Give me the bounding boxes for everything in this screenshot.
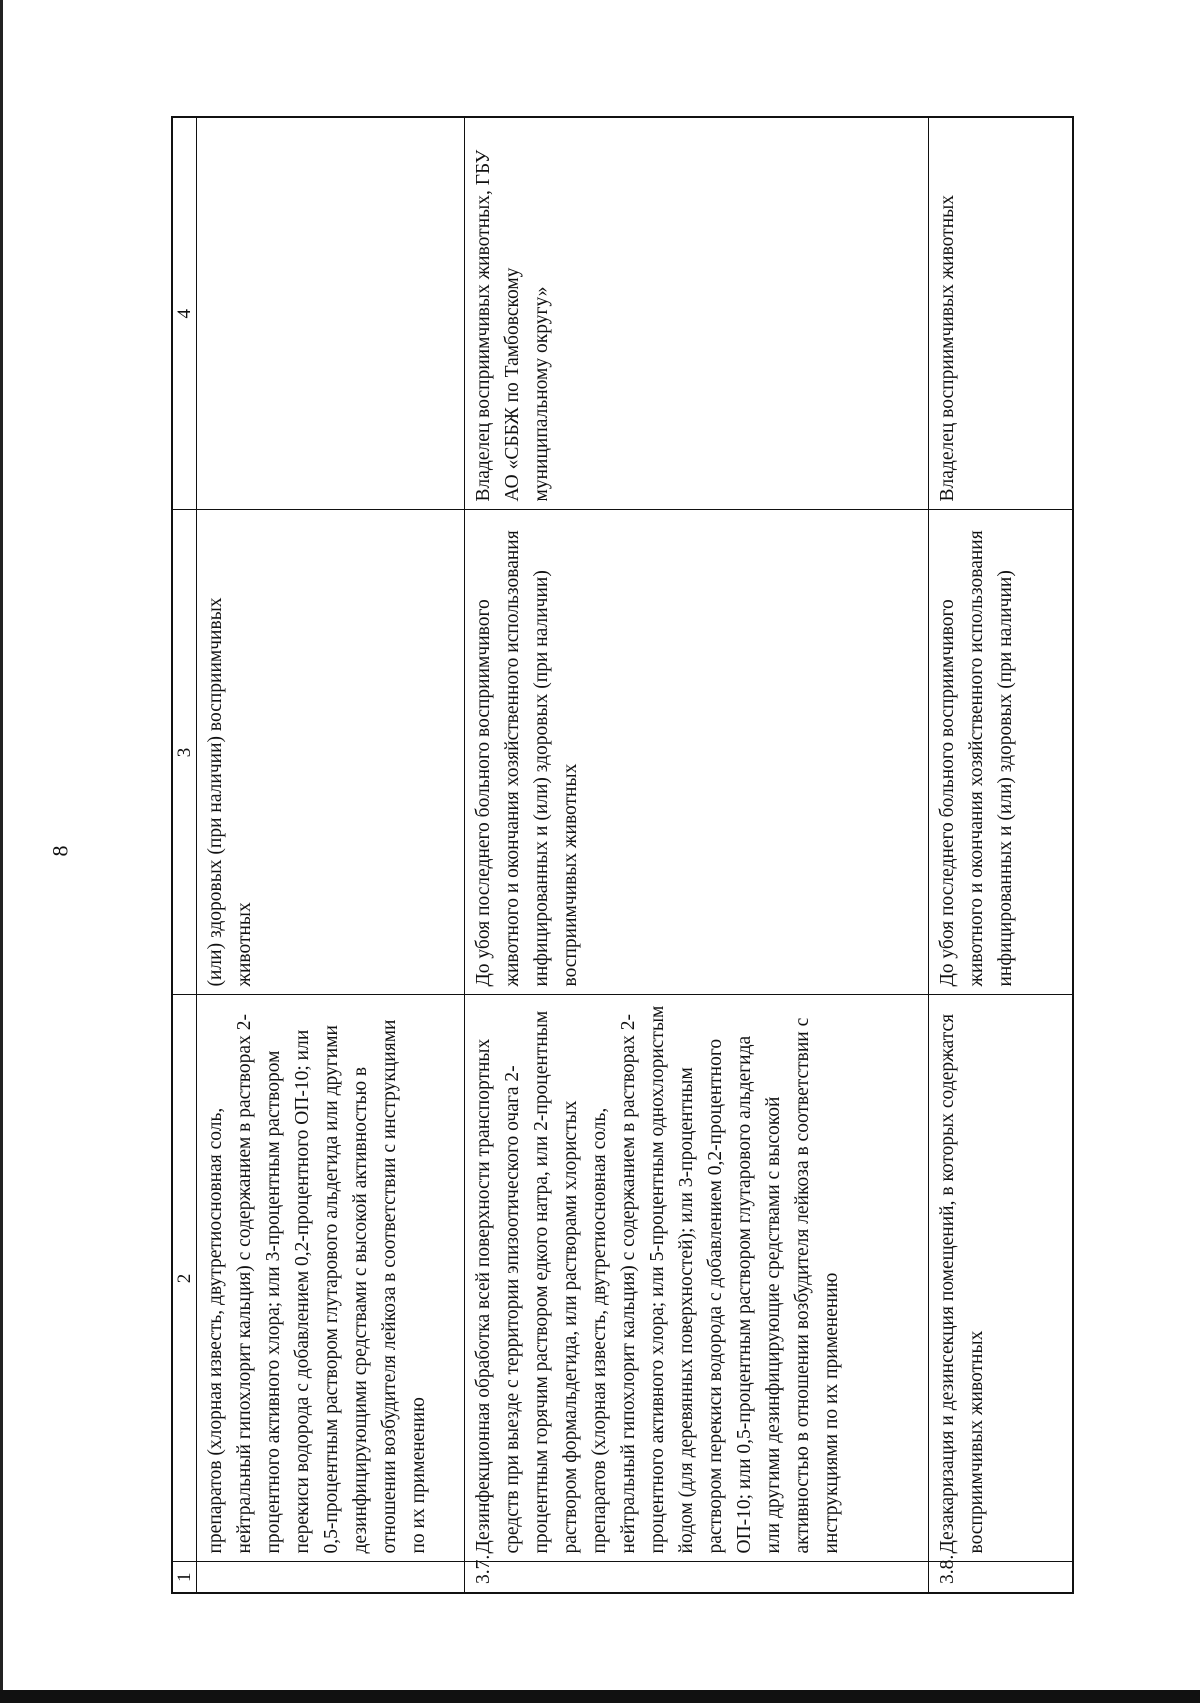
rotated-table-container [171,118,1070,1594]
measures-table [171,116,1074,1594]
row-number: 3.7. [465,1562,929,1593]
measure-cell: Дезинфекционная обработка всей поверхности транспортных средств при выезде с территории эпизоотического очага 2-процентным горячим раствором едкого натра, или 2-процентным раствором формальдегида, или растворами хлористых препаратов (хлорная известь, двутретиосновная соль, нейтральный гипохлорит кальция) с содержанием в растворах 2-процентного активного хлора; или 5-процентным однохлористым йодом (для деревянных поверхностей); или 3-процентным раствором перекиси водорода с добавлением 0,2-процентного ОП-10; или 0,5-процентным раствором глутарового альдегида или другими дезинфицирующие средствами с высокой активностью в отношении возбудителя лейкоза в соответствии с инструкциями по их применению [465,995,929,1562]
table-row [197,117,465,1593]
term-cell: (или) здоровых (при наличии) восприимчивых животных [197,510,465,995]
responsible-cell: Владелец восприимчивых животных, ГБУ АО «СББЖ по Тамбовскому муниципальному округу» [465,117,929,510]
measure-cell: препаратов (хлорная известь, двутретиосновная соль, нейтральный гипохлорит кальция) с содержанием в растворах 2-процентного активного хлора; или 3-процентным раствором перекиси водорода с добавлением 0,2-процентного ОП-10; или 0,5-процентным раствором глутарового альдегида или другими дезинфицирующими средствами с высокой активностью в отношении возбудителя лейкоза в соответствии с инструкциями по их применению [197,995,465,1562]
table-row [929,117,1073,1593]
page-number-text: 8 [47,845,72,857]
responsible-cell: Владелец восприимчивых животных [929,117,1073,510]
header-col-3: 3 [172,510,197,995]
row-number: 3.8. [929,1562,1073,1593]
term-cell: До убоя последнего больного восприимчивого животного и окончания хозяйственного использования инфицированных и (или) здоровых (при наличии) восприимчивых животных [465,510,929,995]
measure-cell: Дезакаризация и дезинсекция помещений, в которых содержатся восприимчивых животных [929,995,1073,1562]
table-header-row [172,117,197,1593]
header-col-4: 4 [172,117,197,510]
responsible-cell [197,117,465,510]
header-col-2: 2 [172,995,197,1562]
header-col-1: 1 [172,1562,197,1593]
row-number [197,1562,465,1593]
term-cell: До убоя последнего больного восприимчивого животного и окончания хозяйственного использования инфицированных и (или) здоровых (при наличии) [929,510,1073,995]
table-row [465,117,929,1593]
